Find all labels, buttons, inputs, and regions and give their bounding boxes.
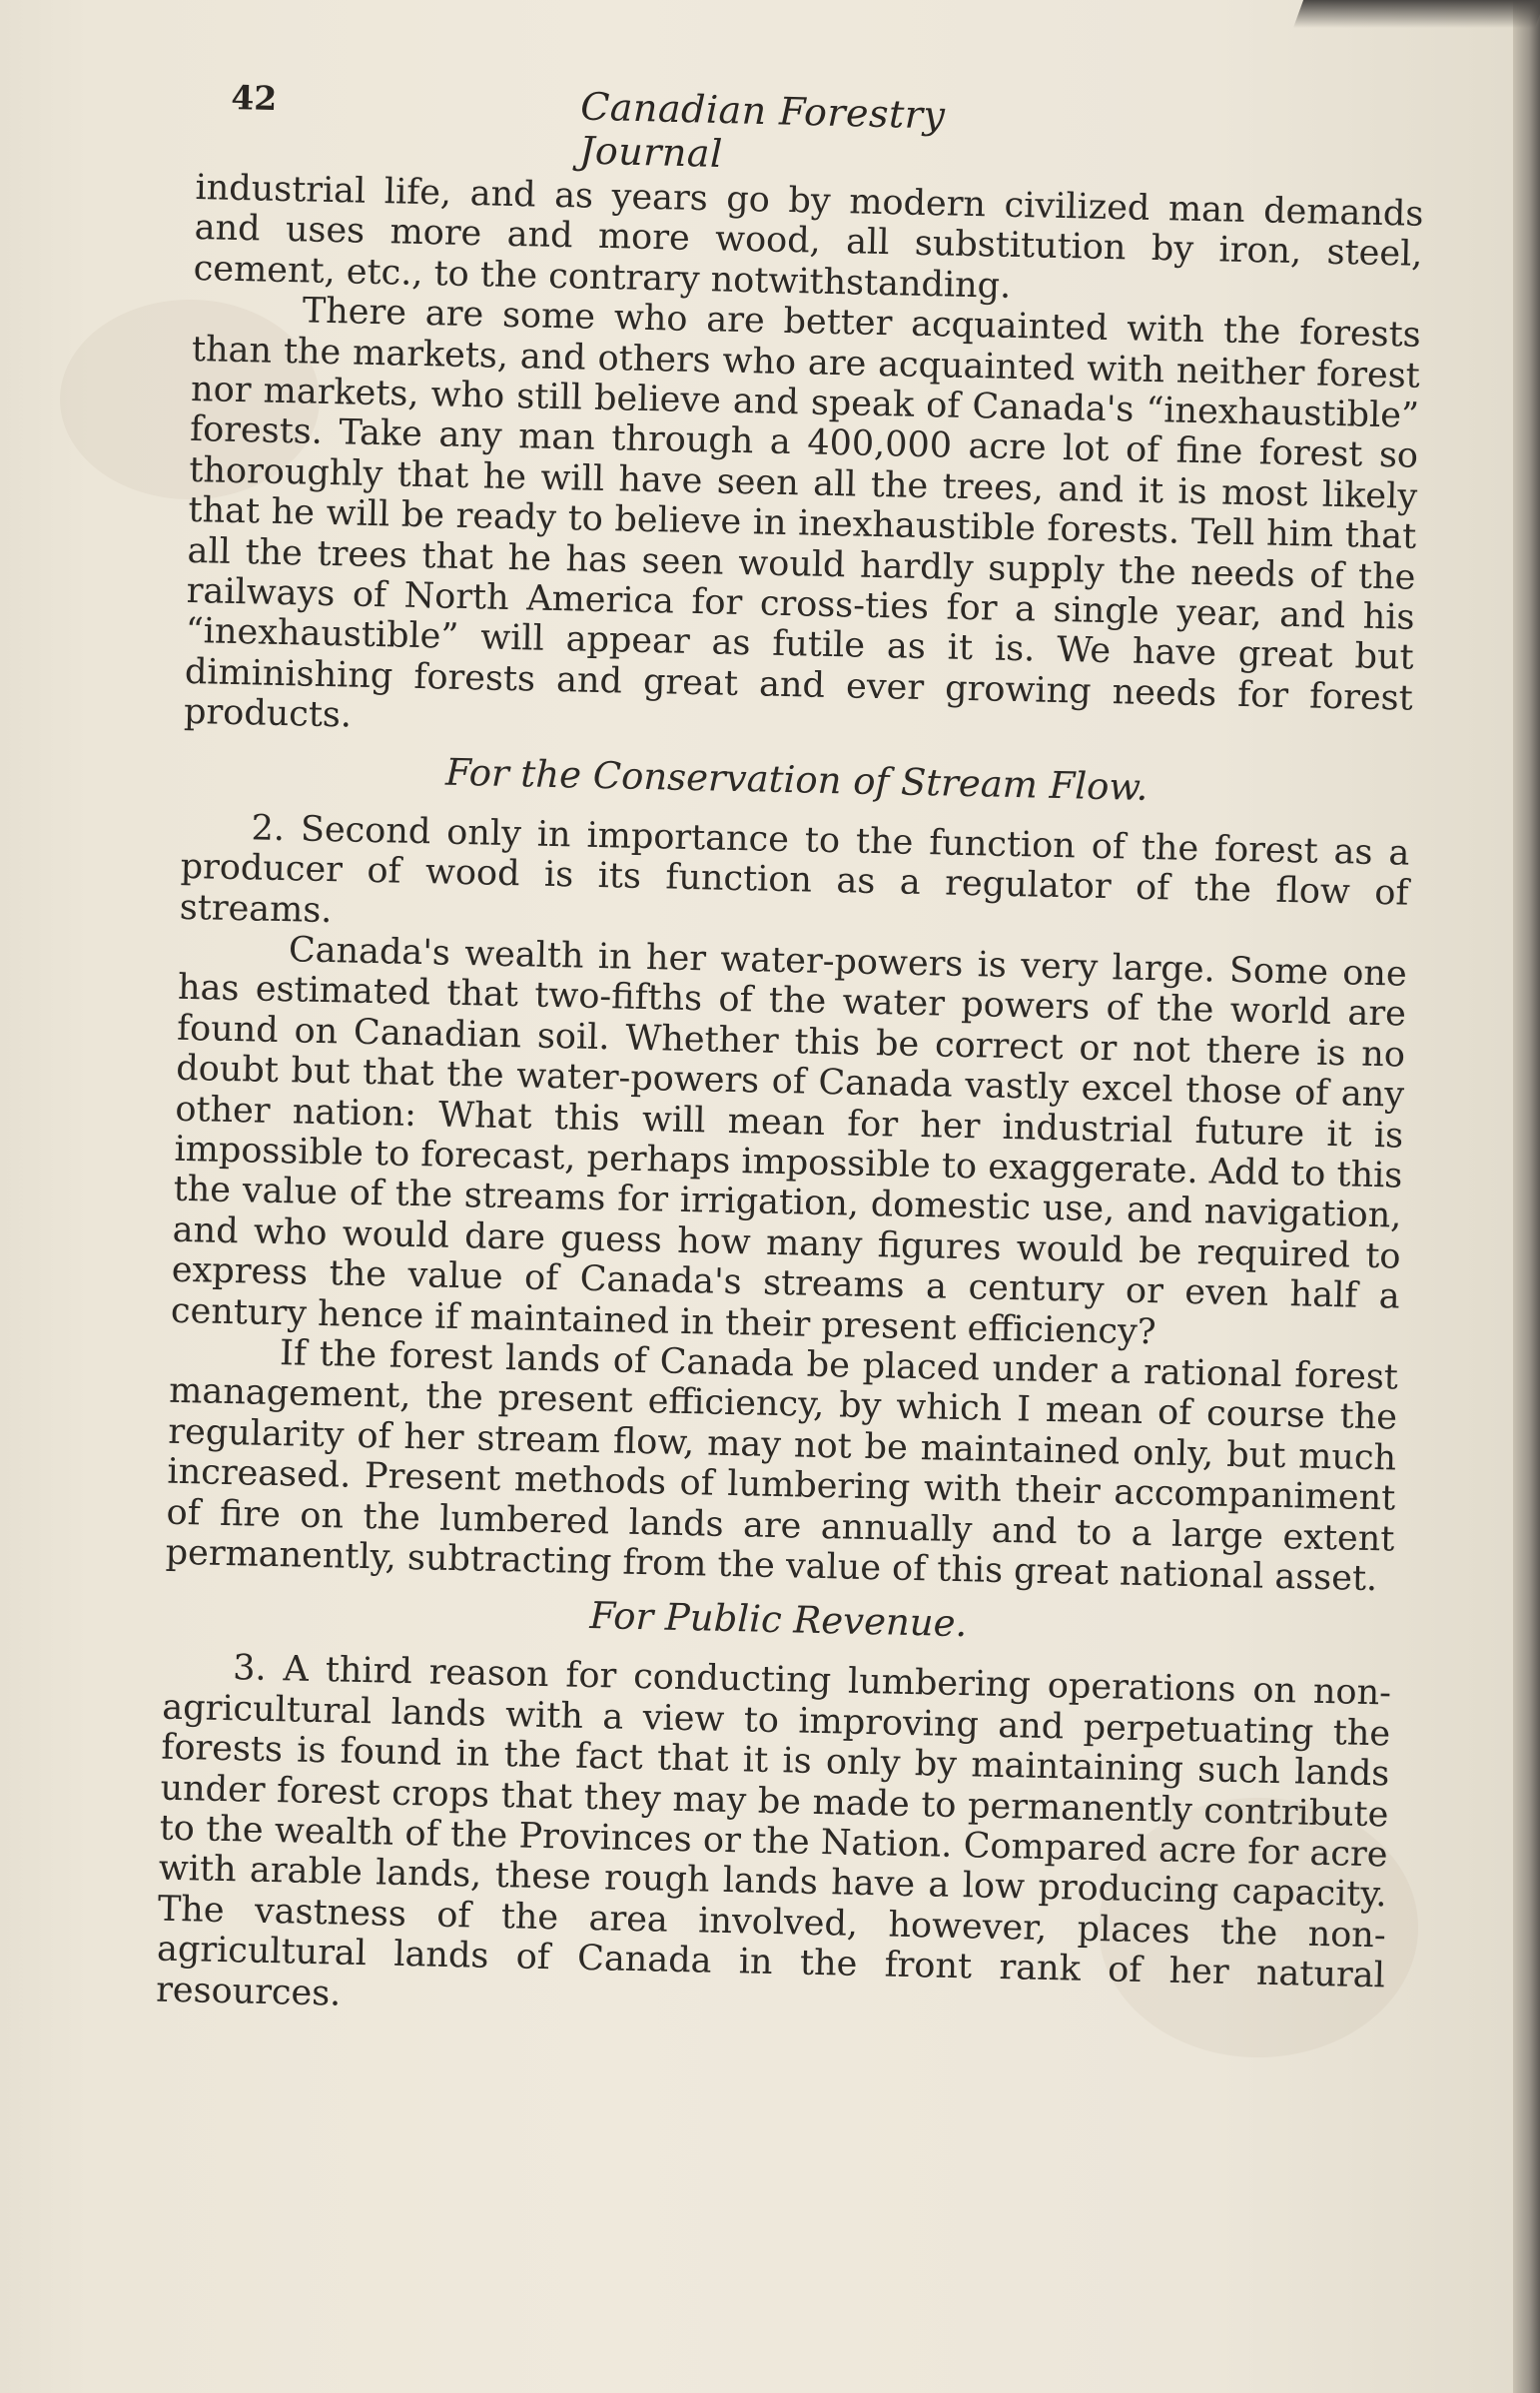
page-header (230, 72, 1050, 177)
section-heading-stream-flow: For the Conservation of Stream Flow. (444, 750, 1149, 809)
paragraph-water-powers: Canada's wealth in her water-powers is very large. Some one has estimated that two-fifths of the water powers of the world are found on Canadian soil. Whether this be correct or not there is no doubt but that the water-powers of Canada vastly excel those of any other nation: What this will mean for her industrial future it is impossible to forecast, perhaps impossible to exaggerate. Add to this the value of the streams for irrigation, domestic use, and navigation, and who would dare guess how many figures would be required to express the value of Canada's streams a century or even half a century hence if maintained in their present efficiency? (170, 930, 1408, 1352)
body-text (156, 168, 1424, 2036)
paragraph-continuation: industrial life, and as years go by modern civilized man demands and uses more and more wood, all substitution by iron, steel, cement, etc., to the contrary notwithstanding. (193, 168, 1424, 307)
running-title: Canadian Forestry Journal (578, 84, 946, 177)
paragraph-forest-management: If the forest lands of Canada be placed under a rational forest management, the present efficiency, by which I mean of course the regularity of her stream flow, may not be maintained only, but much increased. Present methods of lumbering with their accompaniment of fire on the lumbered lands are annually and to a large extent permanently, subtracting from the value of this great national asset. (165, 1333, 1399, 1600)
page-number: 42 (230, 77, 278, 119)
paragraph-point-2: 2. Second only in importance to the function of the forest as a producer of wood is its function as a regulator of the flow of streams. (179, 808, 1410, 931)
page-edge (1513, 0, 1540, 2393)
scan-shadow (1293, 0, 1540, 28)
paragraph-point-3: 3. A third reason for conducting lumbering operations on non-agricultural lands with a view to improving and perpetuating the forests is found in the fact that it is only by maintaining such lands under forest crops that they may be made to permanently contribute to the wealth of the Provinces or the Nation. Compared acre for acre with arable lands, these rough lands have a low producing capacity. The vastness of the area involved, however, places the non-agricultural lands of Canada in the front rank of her natural resources. (155, 1648, 1392, 2014)
section-heading-public-revenue: For Public Revenue. (589, 1594, 968, 1646)
paragraph-inexhaustible-forests: There are some who are better acquainted with the forests than the markets, and others who are acquainted with neither forest nor markets, who still believe and speak of Canada's “inexhaustible” forests. Take any man through a 400,000 acre lot of fine forest so thoroughly that he will have seen all the trees, and it is most likely that he will be ready to believe in inexhaustible forests. Tell him that all the trees that he has seen would hardly supply the needs of the railways of North America for cross-ties for a single year, and his “inexhaustible” will appear as futile as it is. We have great but diminishing forests and great and ever growing needs for forest products. (183, 291, 1422, 736)
